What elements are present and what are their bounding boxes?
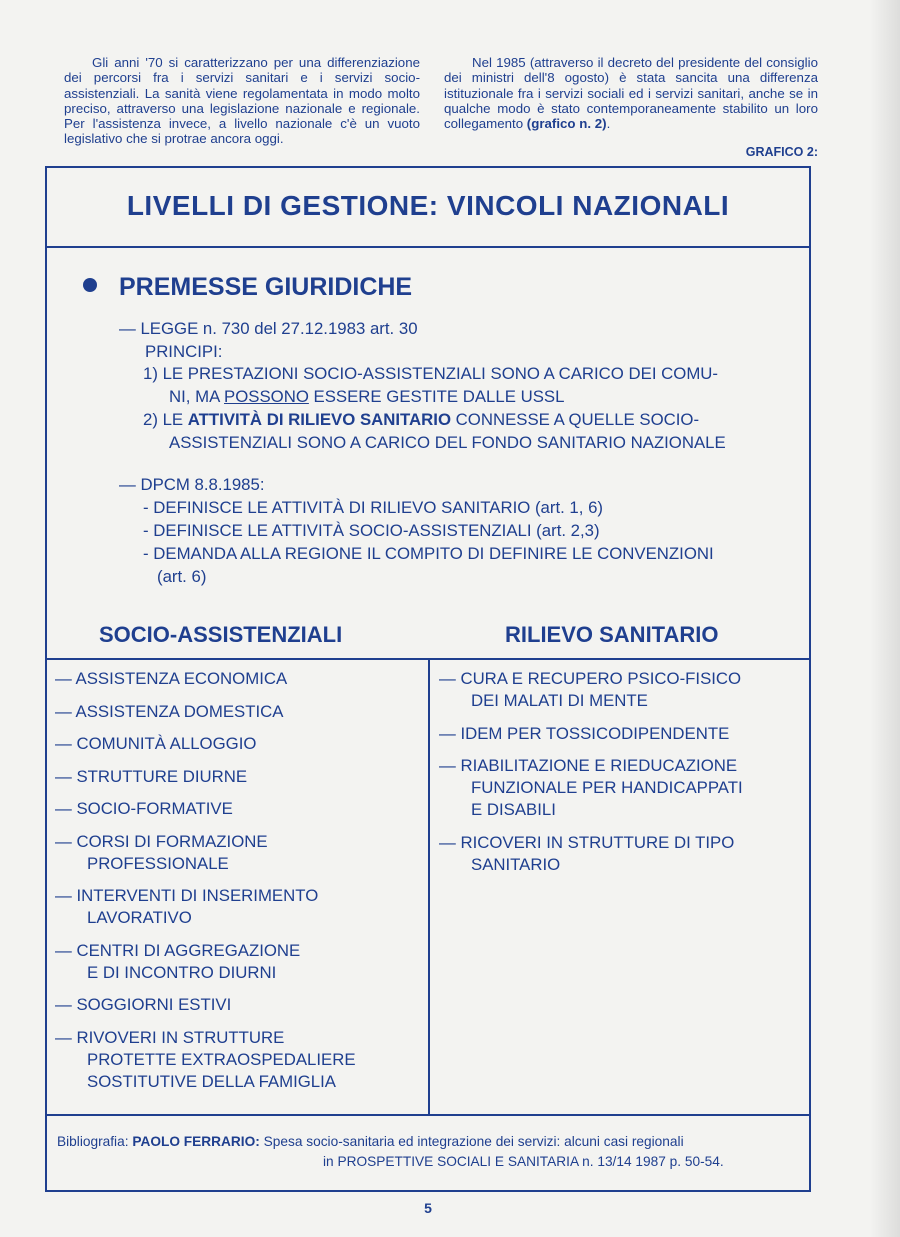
biblio-line-2: in PROSPETTIVE SOCIALI E SANITARIA n. 13/14 1987 p. 50-54.	[323, 1154, 724, 1169]
legge-line: — LEGGE n. 730 del 27.12.1983 art. 30	[119, 319, 418, 338]
right-list	[439, 668, 809, 886]
bibliography	[57, 1132, 724, 1172]
intro-right-ref: (grafico n. 2)	[526, 116, 607, 132]
p1-b-text: NI, MA	[169, 387, 225, 406]
premesse-heading	[83, 273, 412, 302]
list-item-line-2: PROFESSIONALE	[87, 853, 229, 873]
left-list	[55, 668, 425, 1103]
left-column-heading: SOCIO-ASSISTENZIALI	[99, 622, 343, 647]
intro-right-end: .	[606, 116, 611, 132]
page-edge-shadow	[870, 0, 900, 1237]
list-item-line: — ASSISTENZA DOMESTICA	[55, 701, 284, 721]
list-item	[55, 1027, 425, 1093]
p1-b-underlined: POSSONO	[224, 387, 309, 406]
principi-block	[143, 362, 726, 454]
right-column-heading: RILIEVO SANITARIO	[505, 622, 719, 647]
dpcm-line: — DPCM 8.8.1985:	[119, 475, 265, 494]
list-item	[55, 766, 425, 788]
list-item-line: — CENTRI DI AGGREGAZIONE	[55, 940, 301, 960]
box-title: LIVELLI DI GESTIONE: VINCOLI NAZIONALI	[126, 190, 730, 221]
intro-right-text: Nel 1985 (attraverso il decreto del presidente del consiglio dei ministri dell'8 ogosto) è stata sancita una differenza istituzionale fra i servizi sociali ed i servizi sanitari, anche se in qualche modo è stato contemporaneamente stabilito un loro collegamento	[444, 55, 818, 132]
list-item	[439, 668, 809, 712]
list-item-line: — RIABILITAZIONE E RIEDUCAZIONE	[439, 756, 738, 775]
legge-block	[119, 317, 418, 363]
dpcm-block	[119, 473, 265, 496]
intro-left-paragraph: Gli anni '70 si caratterizzano per una differenziazione dei percorsi fra i servizi sanitari e i servizi socio-assistenziali. La sanità viene regolamentata in modo molto preciso, attraverso una legislazione nazionale e regionale. Per l'assistenza invece, a livello nazionale c'è un vuoto legislativo che si protrae ancora oggi.	[64, 55, 420, 147]
list-item-line-2: LAVORATIVO	[87, 908, 192, 927]
dpcm-item-3: - DEMANDA ALLA REGIONE IL COMPITO DI DEFINIRE LE CONVENZIONI	[143, 544, 714, 563]
list-item	[55, 733, 425, 755]
list-item-line: — COMUNITÀ ALLOGGIO	[55, 734, 257, 753]
p2-a-bold: ATTIVITÀ DI RILIEVO SANITARIO	[187, 410, 451, 429]
list-item-line-2: SANITARIO	[471, 854, 561, 874]
list-item-line: — CORSI DI FORMAZIONE	[55, 831, 268, 851]
biblio-rule	[47, 1114, 809, 1116]
list-item	[439, 755, 809, 821]
biblio-author: PAOLO FERRARIO:	[132, 1134, 260, 1149]
diagram-box	[45, 166, 811, 1192]
list-item-line: — INTERVENTI DI INSERIMENTO	[55, 886, 319, 905]
principio-1-line-a: 1) LE PRESTAZIONI SOCIO-ASSISTENZIALI SONO A CARICO DEI COMU-	[143, 364, 719, 383]
list-item-line: — SOCIO-FORMATIVE	[55, 799, 233, 818]
principi-label: PRINCIPI:	[145, 342, 223, 361]
list-item	[55, 885, 425, 929]
list-item-line: — RICOVERI IN STRUTTURE DI TIPO	[439, 832, 735, 852]
page-number: 5	[424, 1200, 432, 1216]
list-item-line-2: E DI INCONTRO DIURNI	[87, 962, 277, 982]
premesse-heading-text: PREMESSE GIURIDICHE	[119, 273, 413, 301]
dpcm-item-3-cont: (art. 6)	[157, 567, 207, 586]
list-item-line: — RIVOVERI IN STRUTTURE	[55, 1027, 285, 1047]
list-item-line: — STRUTTURE DIURNE	[55, 766, 248, 786]
list-item	[55, 831, 425, 875]
principio-2-line-a	[143, 408, 726, 431]
title-rule	[47, 246, 809, 248]
intro-right-paragraph	[444, 55, 818, 131]
principio-1-line-b	[143, 385, 726, 408]
list-item-line: — ASSISTENZA ECONOMICA	[55, 669, 288, 688]
dpcm-items	[143, 496, 714, 588]
p2-a-text: 2) LE	[143, 410, 188, 429]
list-item	[55, 798, 425, 820]
biblio-line-1	[57, 1132, 724, 1152]
column-divider	[428, 660, 430, 1114]
list-item	[439, 723, 809, 745]
list-item	[55, 994, 425, 1016]
list-item	[55, 701, 425, 723]
dpcm-item-1: - DEFINISCE LE ATTIVITÀ DI RILIEVO SANITARIO (art. 1, 6)	[143, 498, 604, 517]
p1-b-text-end: ESSERE GESTITE DALLE USSL	[308, 387, 565, 406]
grafico-label: GRAFICO 2:	[745, 145, 818, 159]
biblio-title: Spesa socio-sanitaria ed integrazione dei servizi: alcuni casi regionali	[259, 1134, 684, 1149]
principio-2-line-b: ASSISTENZIALI SONO A CARICO DEL FONDO SANITARIO NAZIONALE	[169, 433, 726, 452]
list-item-line-2: FUNZIONALE PER HANDICAPPATI	[471, 778, 743, 797]
list-item-line: — SOGGIORNI ESTIVI	[55, 995, 232, 1014]
list-item-line-2: DEI MALATI DI MENTE	[471, 691, 648, 710]
list-item	[439, 832, 809, 876]
biblio-label: Bibliografia:	[57, 1134, 133, 1149]
list-item-line-2: PROTETTE EXTRAOSPEDALIERE	[87, 1049, 356, 1069]
list-item-line-3: E DISABILI	[471, 800, 556, 819]
list-item	[55, 940, 425, 984]
p2-a-text-end: CONNESSE A QUELLE SOCIO-	[451, 410, 700, 429]
list-item-line: — IDEM PER TOSSICODIPENDENTE	[439, 723, 730, 743]
list-item-line-3: SOSTITUTIVE DELLA FAMIGLIA	[87, 1071, 336, 1091]
list-item-line: — CURA E RECUPERO PSICO-FISICO	[439, 669, 742, 688]
dpcm-item-2: - DEFINISCE LE ATTIVITÀ SOCIO-ASSISTENZIALI (art. 2,3)	[143, 521, 600, 540]
list-item	[55, 668, 425, 690]
bullet-icon	[83, 278, 97, 292]
